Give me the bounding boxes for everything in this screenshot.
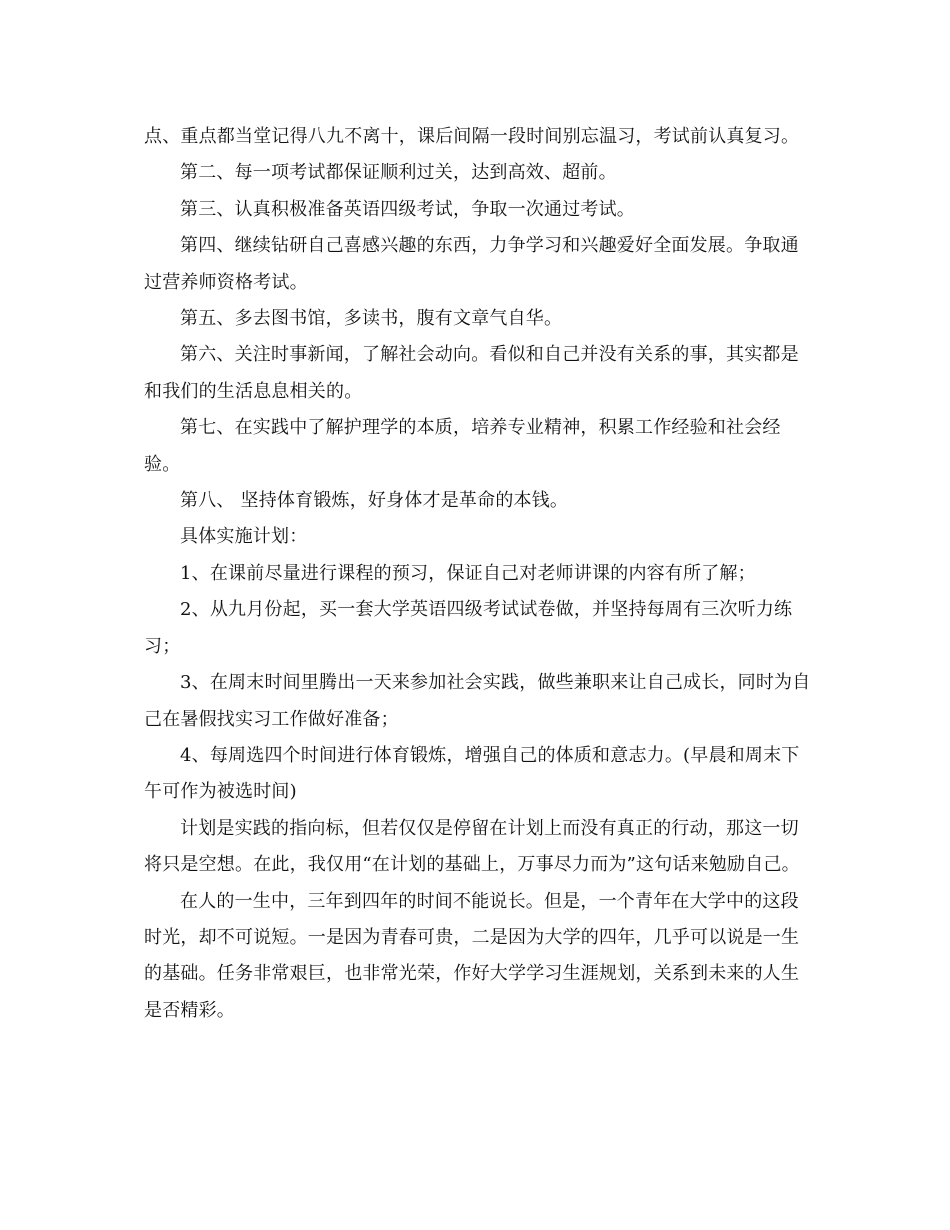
paragraph-2: 第二、每一项考试都保证顺利过关，达到高效、超前。 xyxy=(180,162,617,184)
plan-item-1: 1、在课前尽量进行课程的预习，保证自己对老师讲课的内容有所了解； xyxy=(180,562,756,584)
paragraph-conclusion-2: 在人的一生中，三年到四年的时间不能说长。但是，一个青年在大学中的这段时光，却不可说短。一是因为青春可贵，二是因为大学的四年，几乎可以说是一生的基础。任务非常艰巨，也非常光荣，作好大学学习生涯规划，关系到未来的人生是否精彩。 xyxy=(144,890,800,1021)
plan-item-3: 3、在周末时间里腾出一天来参加社会实践，做些兼职来让自己成长，同时为自己在暑假找实习工作做好准备； xyxy=(144,672,811,730)
document-body xyxy=(144,119,814,1029)
paragraph-8: 第八、 坚持体育锻炼，好身体才是革命的本钱。 xyxy=(180,490,569,512)
paragraph-3: 第三、认真积极准备英语四级考试，争取一次通过考试。 xyxy=(180,198,635,220)
paragraph-4: 第四、继续钻研自己喜感兴趣的东西，力争学习和兴趣爱好全面发展。争取通过营养师资格考试。 xyxy=(144,235,799,293)
paragraph-6: 第六、关注时事新闻，了解社会动向。看似和自己并没有关系的事，其实都是和我们的生活息息相关的。 xyxy=(144,344,799,402)
paragraph-5: 第五、多去图书馆，多读书，腹有文章气自华。 xyxy=(180,308,563,330)
plan-item-4: 4、每周选四个时间进行体育锻炼，增强自己的体质和意志力。(早晨和周末下午可作为被选时间) xyxy=(144,744,800,803)
paragraph-1: 点、重点都当堂记得八九不离十，课后间隔一段时间别忘温习，考试前认真复习。 xyxy=(144,126,800,147)
paragraph-conclusion-1: 计划是实践的指向标，但若仅仅是停留在计划上而没有真正的行动，那这一切将只是空想。在此，我仅用“在计划的基础上，万事尽力而为”这句话来勉励自己。 xyxy=(144,817,800,876)
paragraph-7: 第七、在实践中了解护理学的本质，培养专业精神，积累工作经验和社会经验。 xyxy=(144,417,781,475)
plan-item-2: 2、从九月份起，买一套大学英语四级考试试卷做，并坚持每周有三次听力练习； xyxy=(144,599,793,657)
section-heading-plan: 具体实施计划： xyxy=(180,526,308,548)
